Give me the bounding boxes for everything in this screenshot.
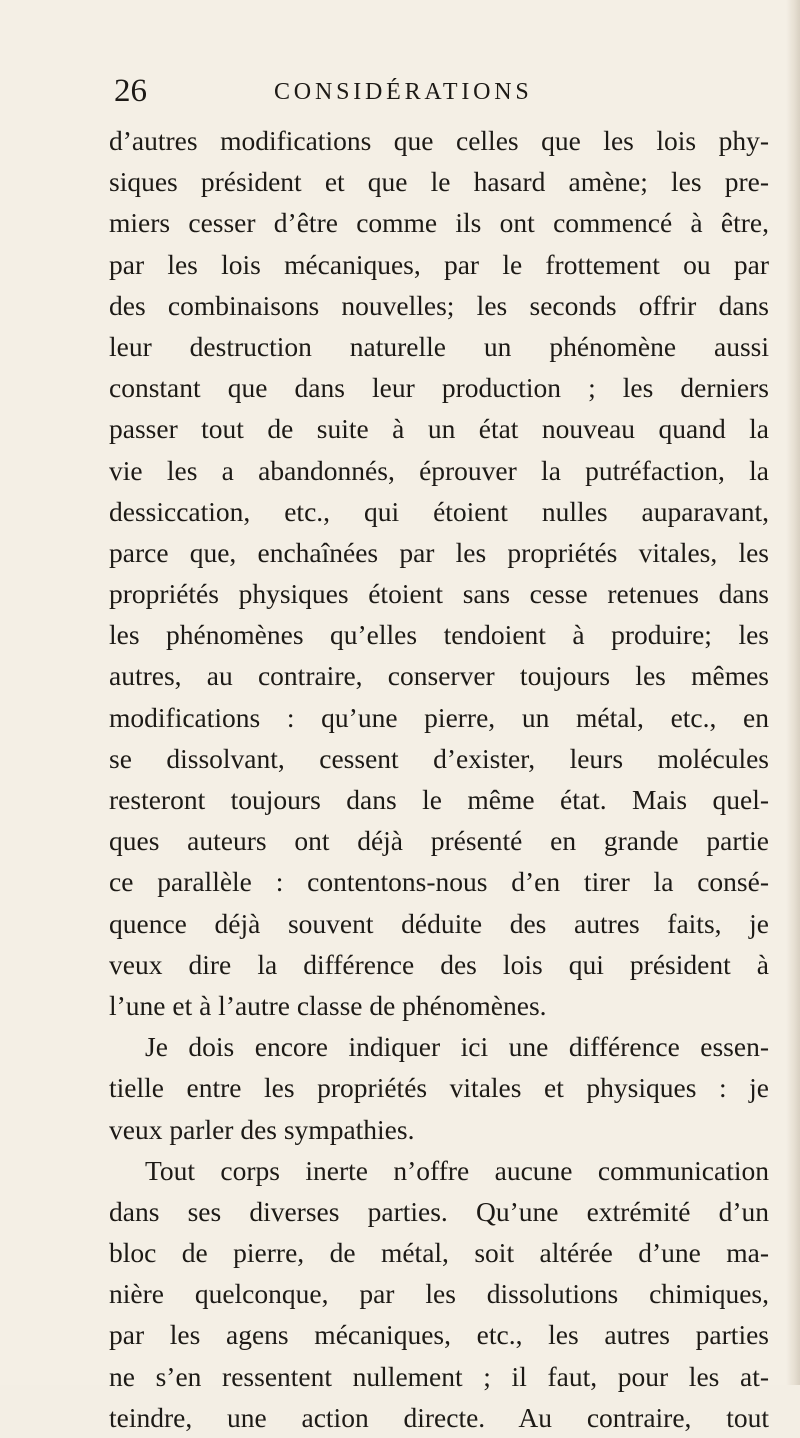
body-text <box>109 120 769 1438</box>
text-line: vie les a abandonnés, éprouver la putréfaction, la <box>109 454 769 486</box>
text-line: dessiccation, etc., qui étoient nulles auparavant, <box>109 495 769 527</box>
text-line: leur destruction naturelle un phénomène aussi <box>109 330 769 362</box>
text-line: autres, au contraire, conserver toujours les mêmes <box>109 660 769 692</box>
text-line: se dissolvant, cessent d’exister, leurs molécules <box>109 742 769 774</box>
text-line: miers cesser d’être comme ils ont commencé à être, <box>109 207 769 239</box>
text-line: modifications : qu’une pierre, un métal, etc., en <box>109 701 769 733</box>
text-line: d’autres modifications que celles que les lois phy- <box>109 125 769 156</box>
text-line: l’une et à l’autre classe de phénomènes. <box>109 989 547 1021</box>
page-number: 26 <box>114 73 147 109</box>
text-line: tielle entre les propriétés vitales et physiques : je <box>109 1072 769 1104</box>
text-line: quence déjà souvent déduite des autres faits, je <box>109 907 769 939</box>
text-line: nière quelconque, par les dissolutions chimiques, <box>109 1278 769 1310</box>
text-line: par les agens mécaniques, etc., les autres parties <box>109 1319 769 1351</box>
text-line: parce que, enchaînées par les propriétés vitales, les <box>109 536 769 568</box>
section-title: CONSIDÉRATIONS <box>274 79 533 105</box>
text-line: ne s’en ressentent nullement ; il faut, pour les at- <box>109 1360 769 1392</box>
text-line: des combinaisons nouvelles; les seconds offrir dans <box>109 289 769 321</box>
text-line: dans ses diverses parties. Qu’une extrémité d’un <box>109 1195 769 1227</box>
text-line: propriétés physiques étoient sans cesse retenues dans <box>109 578 769 610</box>
text-line: teindre, une action directe. Au contraire, tout <box>109 1401 769 1433</box>
text-line: veux parler des sympathies. <box>109 1113 415 1145</box>
text-line: constant que dans leur production ; les derniers <box>109 372 769 404</box>
running-head <box>114 74 754 108</box>
text-line: passer tout de suite à un état nouveau quand la <box>109 413 769 445</box>
text-line: ce parallèle : contentons-nous d’en tirer la consé- <box>109 866 769 898</box>
text-line: ques auteurs ont déjà présenté en grande partie <box>109 825 769 857</box>
text-line: bloc de pierre, de métal, soit altérée d’une ma- <box>109 1237 769 1269</box>
page-edge-shadow <box>786 0 800 1385</box>
text-line: Tout corps inerte n’offre aucune communication <box>145 1154 769 1186</box>
text-line: les phénomènes qu’elles tendoient à produire; les <box>109 619 769 651</box>
text-line: par les lois mécaniques, par le frottement ou par <box>109 248 769 280</box>
text-line: siques président et que le hasard amène; les pre- <box>109 166 769 198</box>
text-line: resteront toujours dans le même état. Mais quel- <box>109 784 769 815</box>
text-line: Je dois encore indiquer ici une différence essen- <box>145 1031 769 1063</box>
text-line: veux dire la différence des lois qui président à <box>109 948 769 980</box>
